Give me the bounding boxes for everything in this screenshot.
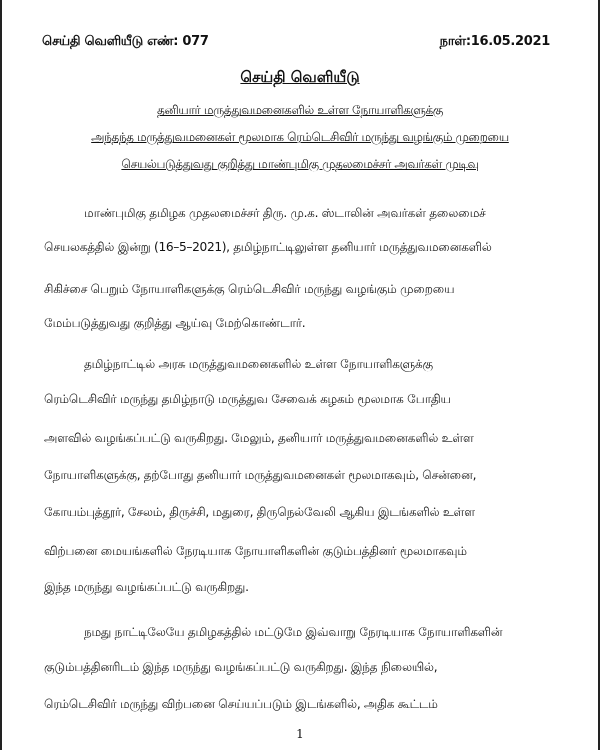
subtitle-line: செயல்படுத்துவது குறித்து மாண்புமிகு முதலமைச்சர் அவர்கள் முடிவு: [121, 157, 479, 171]
paragraph-2-line: நோயாளிகளுக்கு, தற்போது தனியார் மருத்துவமனைகள் மூலமாகவும், சென்னை,: [44, 468, 477, 482]
page-number: 1: [296, 727, 304, 741]
paragraph-2-line: ரெம்டெசிவிர் மருந்து தமிழ்நாடு மருத்துவ சேவைக் கழகம் மூலமாக போதிய: [44, 392, 451, 406]
paragraph-2-line: தமிழ்நாட்டில் அரசு மருத்துவமனைகளில் உள்ள நோயாளிகளுக்கு: [84, 357, 433, 371]
paragraph-2-line: கோயம்புத்தூர், சேலம், திருச்சி, மதுரை, திருநெல்வேலி ஆகிய இடங்களில் உள்ள: [44, 505, 475, 519]
paragraph-3-line: நமது நாட்டிலேயே தமிழகத்தில் மட்டுமே இவ்வாறு நேரடியாக நோயாளிகளின்: [84, 625, 503, 639]
paragraph-2-line: இந்த மருந்து வழங்கப்பட்டு வருகிறது.: [44, 580, 249, 594]
document-header: [42, 34, 550, 50]
paragraph-2-line: விற்பனை மையங்களில் நேரடியாக நோயாளிகளின் குடும்பத்தினர் மூலமாகவும்: [44, 544, 467, 558]
release-number: செய்தி வெளியீடு எண்: 077: [42, 34, 209, 49]
subtitle-line: தனியார் மருத்துவமனைகளில் உள்ள நோயாளிகளுக்கு: [157, 103, 443, 117]
paragraph-1-line: சிகிச்சை பெறும் நோயாளிகளுக்கு ரெம்டெசிவிர் மருந்து வழங்கும் முறையை: [44, 282, 455, 296]
paragraph-1-line: செயலகத்தில் இன்று (16–5–2021), தமிழ்நாட்டிலுள்ள தனியார் மருத்துவமனைகளில்: [44, 240, 492, 254]
paragraph-1-line: மாண்புமிகு தமிழக முதலமைச்சர் திரு. மு.க. ஸ்டாலின் அவர்கள் தலைமைச்: [84, 206, 486, 220]
paragraph-3-line: ரெம்டெசிவிர் மருந்து விற்பனை செய்யப்படும் இடங்களில், அதிக கூட்டம்: [44, 697, 438, 711]
subtitle-line: அந்தந்த மருத்துவமனைகள் மூலமாக ரெம்டெசிவிர் மருந்து வழங்கும் முறையை: [91, 130, 509, 144]
paragraph-1-line: மேம்படுத்துவது குறித்து ஆய்வு மேற்கொண்டார்.: [44, 316, 306, 330]
paragraph-3-line: குடும்பத்தினரிடம் இந்த மருந்து வழங்கப்பட்டு வருகிறது. இந்த நிலையில்,: [44, 660, 438, 674]
paragraph-2-line: அளவில் வழங்கப்பட்டு வருகிறது. மேலும், தனியார் மருத்துவமனைகளில் உள்ள: [44, 431, 474, 445]
release-date: நாள்:16.05.2021: [439, 34, 550, 49]
document-title: செய்தி வெளியீடு: [240, 68, 360, 86]
